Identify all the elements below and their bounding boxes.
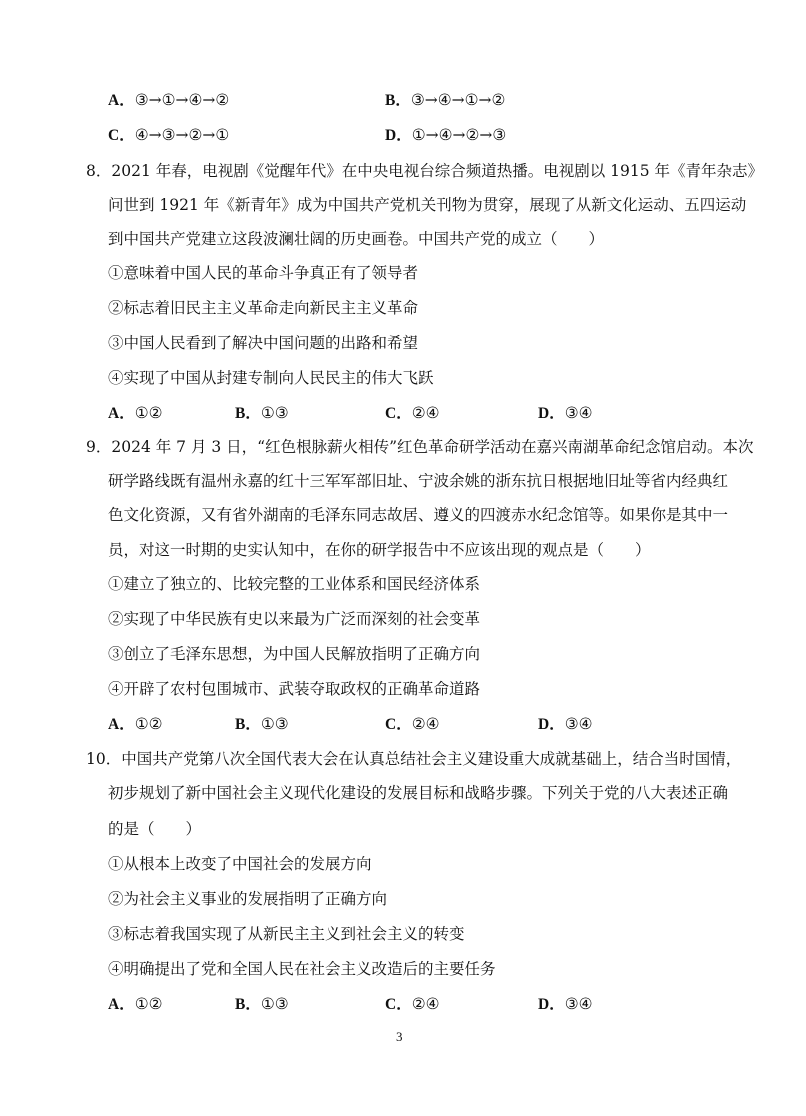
option-text: ①→④→②→③ — [411, 126, 507, 144]
option-label: D． — [385, 127, 412, 144]
q9-stem-line-3: 色文化资源，又有省外湖南的毛泽东同志故居、遵义的四渡赤水纪念馆等。如果你是其中一 — [108, 506, 729, 524]
option-text: ③④ — [564, 715, 593, 733]
q9-option-a — [108, 714, 163, 735]
q10-stem-line-3: 的是（ ） — [108, 820, 202, 838]
q8-item-2: ②标志着旧民主主义革命走向新民主主义革命 — [108, 299, 419, 317]
option-text: ③④ — [564, 404, 593, 422]
option-text: ②④ — [411, 715, 440, 733]
q9-item-4: ④开辟了农村包围城市、武装夺取政权的正确革命道路 — [108, 680, 481, 698]
option-label: C． — [385, 716, 412, 733]
page-number: 3 — [396, 1029, 403, 1044]
option-text: ②④ — [411, 995, 440, 1013]
q9-stem-line-1: 9．2024 年 7 月 3 日，“红色根脉薪火相传”红色革命研学活动在嘉兴南湖革命纪念馆启动。本次 — [86, 438, 754, 456]
q10-item-1: ①从根本上改变了中国社会的发展方向 — [108, 855, 372, 873]
q8-option-d — [538, 403, 593, 424]
q7-option-c — [108, 125, 229, 146]
q8-stem-line-3: 到中国共产党建立这段波澜壮阔的历史画卷。中国共产党的成立（ ） — [108, 230, 605, 248]
option-text: ①② — [134, 715, 163, 733]
q9-option-d — [538, 714, 593, 735]
option-text: ③→①→④→② — [134, 91, 230, 109]
option-text: ③④ — [564, 995, 593, 1013]
option-label: C． — [108, 127, 135, 144]
option-text: ①③ — [260, 995, 289, 1013]
q9-option-c — [385, 714, 440, 735]
option-label: D． — [538, 716, 565, 733]
q10-option-b — [235, 994, 289, 1015]
option-text: ④→③→②→① — [134, 126, 230, 144]
q10-option-d — [538, 994, 593, 1015]
q10-stem-line-1: 10．中国共产党第八次全国代表大会在认真总结社会主义建设重大成就基础上，结合当时国情， — [86, 750, 742, 768]
option-label: A． — [108, 92, 135, 109]
option-text: ①② — [134, 995, 163, 1013]
option-label: B． — [385, 92, 411, 109]
option-text: ③→④→①→② — [410, 91, 506, 109]
q9-item-3: ③创立了毛泽东思想，为中国人民解放指明了正确方向 — [108, 645, 481, 663]
option-label: C． — [385, 996, 412, 1013]
q8-option-a — [108, 403, 163, 424]
option-label: B． — [235, 996, 261, 1013]
option-text: ①② — [134, 404, 163, 422]
q9-stem-line-2: 研学路线既有温州永嘉的红十三军军部旧址、宁波余姚的浙东抗日根据地旧址等省内经典红 — [108, 472, 729, 490]
option-label: A． — [108, 996, 135, 1013]
q8-item-3: ③中国人民看到了解决中国问题的出路和希望 — [108, 334, 419, 352]
q8-item-1: ①意味着中国人民的革命斗争真正有了领导者 — [108, 264, 419, 282]
option-label: D． — [538, 996, 565, 1013]
q9-stem-line-4: 员，对这一时期的史实认知中，在你的研学报告中不应该出现的观点是（ ） — [108, 541, 651, 559]
option-label: B． — [235, 716, 261, 733]
option-label: A． — [108, 716, 135, 733]
option-text: ①③ — [260, 715, 289, 733]
q7-option-d — [385, 125, 506, 146]
q9-item-1: ①建立了独立的、比较完整的工业体系和国民经济体系 — [108, 575, 481, 593]
q7-option-a — [108, 90, 229, 111]
q10-item-4: ④明确提出了党和全国人民在社会主义改造后的主要任务 — [108, 960, 496, 978]
option-label: A． — [108, 405, 135, 422]
option-label: D． — [538, 405, 565, 422]
q10-option-c — [385, 994, 440, 1015]
q8-option-b — [235, 403, 289, 424]
q10-item-2: ②为社会主义事业的发展指明了正确方向 — [108, 890, 388, 908]
option-text: ②④ — [411, 404, 440, 422]
q9-item-2: ②实现了中华民族有史以来最为广泛而深刻的社会变革 — [108, 610, 481, 628]
q8-item-4: ④实现了中国从封建专制向人民民主的伟大飞跃 — [108, 369, 434, 387]
q8-option-c — [385, 403, 440, 424]
q10-option-a — [108, 994, 163, 1015]
q8-stem-line-2: 问世到 1921 年《新青年》成为中国共产党机关刊物为贯穿，展现了从新文化运动、五四运动 — [108, 196, 747, 214]
q7-option-b — [385, 90, 505, 111]
q9-option-b — [235, 714, 289, 735]
option-label: B． — [235, 405, 261, 422]
option-label: C． — [385, 405, 412, 422]
option-text: ①③ — [260, 404, 289, 422]
q8-stem-line-1: 8．2021 年春，电视剧《觉醒年代》在中央电视台综合频道热播。电视剧以 1915 年《青年杂志》 — [86, 162, 764, 180]
q10-stem-line-2: 初步规划了新中国社会主义现代化建设的发展目标和战略步骤。下列关于党的八大表述正确 — [108, 784, 729, 802]
q10-item-3: ③标志着我国实现了从新民主主义到社会主义的转变 — [108, 925, 465, 943]
